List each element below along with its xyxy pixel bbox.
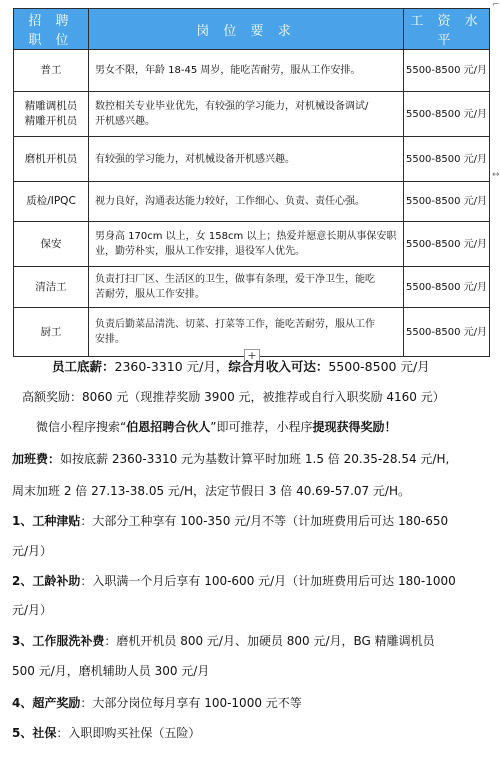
position-cell: 厨工 — [14, 308, 89, 357]
mini-program-name: 伯恩招聘合伙人 — [126, 420, 211, 434]
requirement-cell: 有较强的学习能力，对机械设备开机感兴趣。 — [89, 137, 404, 182]
requirement-cell: 男女不限，年龄 18-45 周岁，能吃苦耐劳，服从工作安排。 — [89, 50, 404, 92]
requirement-cell: 男身高 170cm 以上，女 158cm 以上；热爱并愿意长期从事保安职 业，勤劳朴实，服从工作安排，退役军人优先。 — [89, 222, 404, 267]
wechat-prefix: 微信小程序搜索“ — [36, 420, 127, 434]
overtime-label: 加班费： — [12, 452, 61, 466]
benefit-label: 工作服洗补费 — [32, 634, 105, 648]
benefit-label: 工龄补助 — [32, 574, 81, 588]
base-salary-label: 员工底薪： — [52, 359, 115, 374]
header-requirement: 岗 位 要 求 — [89, 9, 404, 50]
table-row — [14, 137, 490, 182]
overtime-line-1 — [12, 450, 449, 467]
benefit-number: 4、 — [12, 696, 33, 710]
requirement-cell: 负责后勤菜品清洗、切菜、打菜等工作，能吃苦耐劳，服从工作 安排。 — [89, 308, 404, 357]
benefit-continuation: 元/月） — [12, 544, 53, 558]
base-salary-value: 2360-3310 元/月， — [114, 359, 229, 374]
benefit-text: ：入职满一个月后享有 100-600 元/月（计加班费用后可达 180-1000 — [80, 574, 456, 588]
benefit-label: 超产奖励 — [32, 696, 81, 710]
header-salary: 工 资 水 平 — [404, 9, 490, 50]
benefit-number: 5、 — [12, 726, 33, 740]
salary-cell: 5500-8500 元/月 — [404, 222, 490, 267]
ruler-marker-icon: ⌐ — [492, 0, 500, 10]
benefit-number: 1、 — [12, 514, 33, 528]
total-income-value: 5500-8500 元/月 — [328, 359, 430, 374]
add-row-handle[interactable]: + — [244, 349, 260, 364]
benefit-text: ：大部分工种享有 100-350 元/月不等（计加班费用后可达 180-650 — [80, 514, 449, 528]
recruitment-table — [13, 8, 490, 357]
position-cell: 保安 — [14, 222, 89, 267]
salary-cell: 5500-8500 元/月 — [404, 308, 490, 357]
total-income-label: 综合月收入可达： — [228, 359, 329, 374]
position-cell: 清洁工 — [14, 267, 89, 308]
overtime-line-2: 周末加班 2 倍 27.13-38.05 元/H，法定节假日 3 倍 40.69-57.07 元/H。 — [12, 484, 410, 498]
benefit-continuation: 元/月） — [12, 603, 53, 617]
benefit-item — [12, 572, 456, 589]
benefit-item — [12, 512, 448, 529]
salary-cell: 5500-8500 元/月 — [404, 182, 490, 222]
wechat-middle: ”即可推荐，小程序 — [210, 420, 313, 434]
benefit-item — [12, 632, 435, 649]
wechat-referral — [36, 418, 396, 435]
table-row — [14, 267, 490, 308]
salary-cell: 5500-8500 元/月 — [404, 50, 490, 92]
table-row — [14, 222, 490, 267]
benefit-text: ：入职即购买社保（五险） — [56, 726, 201, 740]
benefit-number: 3、 — [12, 634, 33, 648]
salary-cell: 5500-8500 元/月 — [404, 137, 490, 182]
benefit-item — [12, 694, 302, 711]
requirement-cell: 数控相关专业毕业优先，有较强的学习能力，对机械设备调试/ 开机感兴趣。 — [89, 92, 404, 137]
benefit-number: 2、 — [12, 574, 33, 588]
benefit-label: 社保 — [32, 726, 57, 740]
table-row — [14, 92, 490, 137]
overtime-text: 如按底薪 2360-3310 元为基数计算平时加班 1.5 倍 20.35-28.54 元/H, — [60, 452, 450, 466]
salary-cell: 5500-8500 元/月 — [404, 267, 490, 308]
ruler-marker-icon: ↔ — [492, 170, 500, 180]
requirement-cell: 视力良好，沟通表达能力较好，工作细心、负责、责任心强。 — [89, 182, 404, 222]
position-cell: 质检/IPQC — [14, 182, 89, 222]
referral-bonus: 高额奖励：8060 元（现推荐奖励 3900 元，被推荐或自行入职奖励 4160 元） — [22, 390, 445, 404]
table-header-row — [14, 9, 490, 50]
requirement-cell: 负责打扫厂区、生活区的卫生，做事有条理，爱干净卫生，能吃 苦耐劳，服从工作安排。 — [89, 267, 404, 308]
table-row — [14, 182, 490, 222]
benefit-text: ：磨机开机员 800 元/月、加硬员 800 元/月，BG 精雕调机员 — [104, 634, 435, 648]
benefit-continuation: 500 元/月，磨机辅助人员 300 元/月 — [12, 664, 210, 678]
header-position: 招 聘 职 位 — [14, 9, 89, 50]
position-cell: 普工 — [14, 50, 89, 92]
benefit-label: 工种津贴 — [32, 514, 81, 528]
withdraw-reward: 提现获得奖励！ — [312, 420, 397, 434]
salary-summary — [52, 357, 430, 375]
table-row — [14, 50, 490, 92]
benefit-text: ：大部分岗位每月享有 100-1000 元不等 — [80, 696, 302, 710]
benefit-item — [12, 724, 200, 741]
salary-cell: 5500-8500 元/月 — [404, 92, 490, 137]
position-cell: 精雕调机员 精雕开机员 — [14, 92, 89, 137]
position-cell: 磨机开机员 — [14, 137, 89, 182]
